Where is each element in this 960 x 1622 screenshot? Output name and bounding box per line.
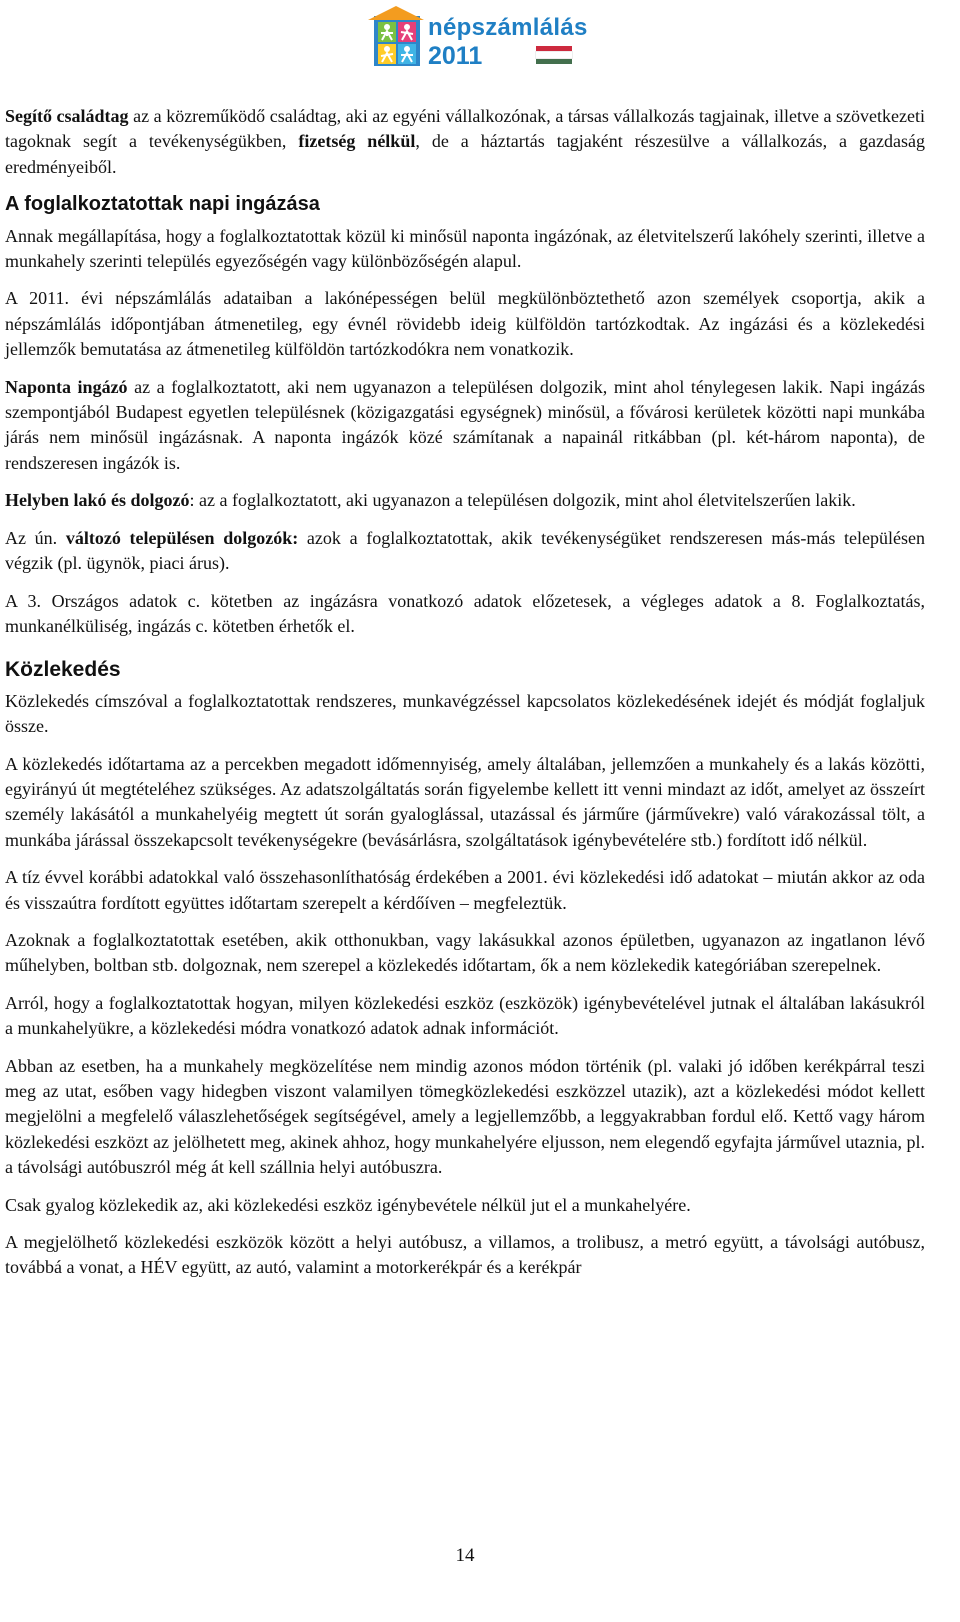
paragraph-valtozo-telepules [5, 526, 925, 577]
paragraph-text: Az ún. [5, 527, 66, 548]
paragraph-kozlekedes-2: A közlekedés időtartama az a percekben megadott időmennyiség, amely általában, jellemzően a munkahely és a lakás közötti, egyirányú út megtételéhez szükséges. Az adatszolgáltatás során figyelembe kellett itt venni mindazt az időt, amelyet az összeírt személy lakásától a munkahelyéig megtett út során gyaloglással, utazással és járműre (járművekre) való várakozással tölt, a munkába járással összekapcsolt tevékenységekre (bevásárlásra, szolgáltatások igénybevételére stb.) fordított idő nélkül. [5, 753, 925, 850]
paragraph-kozlekedes-5: Arról, hogy a foglalkoztatottak hogyan, milyen közlekedési eszköz (eszközök) igénybevételével jutnak el általában lakásukról a munkahelyükre, a közlekedési módra vonatkozó adatok adnak információt. [5, 992, 925, 1039]
census-people-icon [368, 6, 424, 68]
term-helyben-lako: Helyben lakó és dolgozó [5, 490, 190, 511]
paragraph-text: , de a háztartás tagjaként részesülve a vállalkozás, a gazdaság eredményeiből. [5, 131, 925, 177]
paragraph-text: az a foglalkoztatott, aki nem ugyanazon a településen dolgozik, mint ahol ténylegesen lakik. Napi ingázás szempontjából Budapest egyetlen településnek (közigazgatási egységnek) minősül, a fővárosi kerületek közötti napi munkába járás nem minősül ingázásnak. A naponta ingázók közé számítanak a napainál ritkábban (pl. két-három naponta), de rendszeresen ingázók is. [5, 376, 925, 473]
document-body [5, 104, 925, 1293]
paragraph-text: : az a foglalkoztatott, aki ugyanazon a településen dolgozik, mint ahol életvitelszerűen lakik. [189, 490, 856, 511]
term-naponta-ingazo: Naponta ingázó [5, 376, 128, 397]
nepszamlalas-logo [368, 6, 598, 76]
term-segito-csaladtag: Segítő családtag [5, 106, 129, 126]
heading-kozlekedes: Közlekedés [5, 658, 121, 682]
heading-napi-ingazas: A foglalkoztatottak napi ingázása [5, 193, 320, 216]
paragraph-kozlekedes-4: Azoknak a foglalkoztatottak esetében, akik otthonukban, vagy lakásukkal azonos épületben, ugyanazon az ingatlanon lévő műhelyben, boltban stb. dolgoznak, nem szerepel a közlekedés időtartam, ők a nem közlekedik kategóriában szerepelnek. [5, 929, 925, 976]
paragraph-text: azok a foglalkoztatottak, akik tevékenységüket rendszeresen más-más településen végzik (pl. ügynök, piaci árus). [5, 527, 925, 574]
paragraph-a3-kotet: A 3. Országos adatok c. kötetben az ingázásra vonatkozó adatok előzetesek, a végleges adatok a 8. Foglalkoztatás, munkanélküliség, ingázás c. kötetben érhetők el. [5, 590, 925, 636]
paragraph-a2011: A 2011. évi népszámlálás adataiban a lakónépességen belül megkülönböztethető azon személyek csoportja, akik a népszámlálás időpontjában átmenetileg, egy évnél rövidebb ideig külföldön tartózkodtak. Az ingázási és a közlekedési jellemzők bemutatása az átmenetileg külföldön tartózkodókra nem vonatkozik. [5, 288, 925, 360]
paragraph-kozlekedes-8: A megjelölhető közlekedési eszközök között a helyi autóbusz, a villamos, a trolibusz, a metró együtt, a távolsági autóbusz, továbbá a vonat, a HÉV együtt, az autó, valamint a motorkerékpár és a kerékpár [5, 1232, 925, 1278]
hungarian-flag-icon [536, 46, 572, 64]
paragraph-kozlekedes-3: A tíz évvel korábbi adatokkal való összehasonlíthatóság érdekében a 2001. évi közlekedési idő adatokat – miután akkor az oda és visszaútra fordított együttes időtartam szerepelt a kérdőíven – megfeleztük. [5, 867, 925, 913]
page-number: 14 [455, 1545, 475, 1566]
paragraph-naponta-ingazo [5, 375, 925, 477]
term-valtozo-telepules: változó településen dolgozók: [65, 527, 299, 548]
logo-wordmark: népszámlálás [428, 14, 588, 41]
paragraph-kozlekedes-1: Közlekedés címszóval a foglalkoztatottak rendszeres, munkavégzéssel kapcsolatos közlekedésének idejét és módját foglaljuk össze. [5, 690, 925, 737]
paragraph-helyben-lako [5, 488, 925, 513]
paragraph-kozlekedes-6: Abban az esetben, ha a munkahely megközelítése nem mindig azonos módon történik (pl. valaki jó időben kerékpárral teszi meg az utat, esőben vagy hidegben viszont valamilyen tömegközlekedési eszközzel utazik), azt a közlekedési módot kellett megjelölni a megfelelő válaszlehetőségek segítségével, amely a legjellemzőbb, a leggyakrabban fordul elő. Kettő vagy három közlekedési eszközt az jelölhetett meg, akinek ahhoz, hogy munkahelyére eljusson, nem elegendő egyfajta járművel utaznia, pl. a távolsági autóbuszról még át kell szállnia helyi autóbuszra. [5, 1055, 925, 1178]
bold-fizetseg-nelkul: fizetség nélkül [298, 131, 416, 152]
paragraph-segito-csaladtag [5, 104, 925, 180]
logo-year: 2011 [428, 42, 483, 70]
paragraph-text: az a közreműködő családtag, aki az egyéni vállalkozónak, a társas vállalkozás tagjainak, illetve a szövetkezeti tagoknak segít a tevékenységükben, [5, 106, 926, 152]
paragraph-annak: Annak megállapítása, hogy a foglalkoztatottak közül ki minősül naponta ingázónak, az életvitelszerű lakóhely szerinti, illetve a munkahely szerinti település egyezőségén vagy különbözőségén alapul. [5, 225, 925, 272]
flag-stripe-green [536, 58, 572, 64]
paragraph-kozlekedes-7: Csak gyalog közlekedik az, aki közlekedési eszköz igénybevétele nélkül jut el a munkahelyére. [5, 1194, 691, 1215]
